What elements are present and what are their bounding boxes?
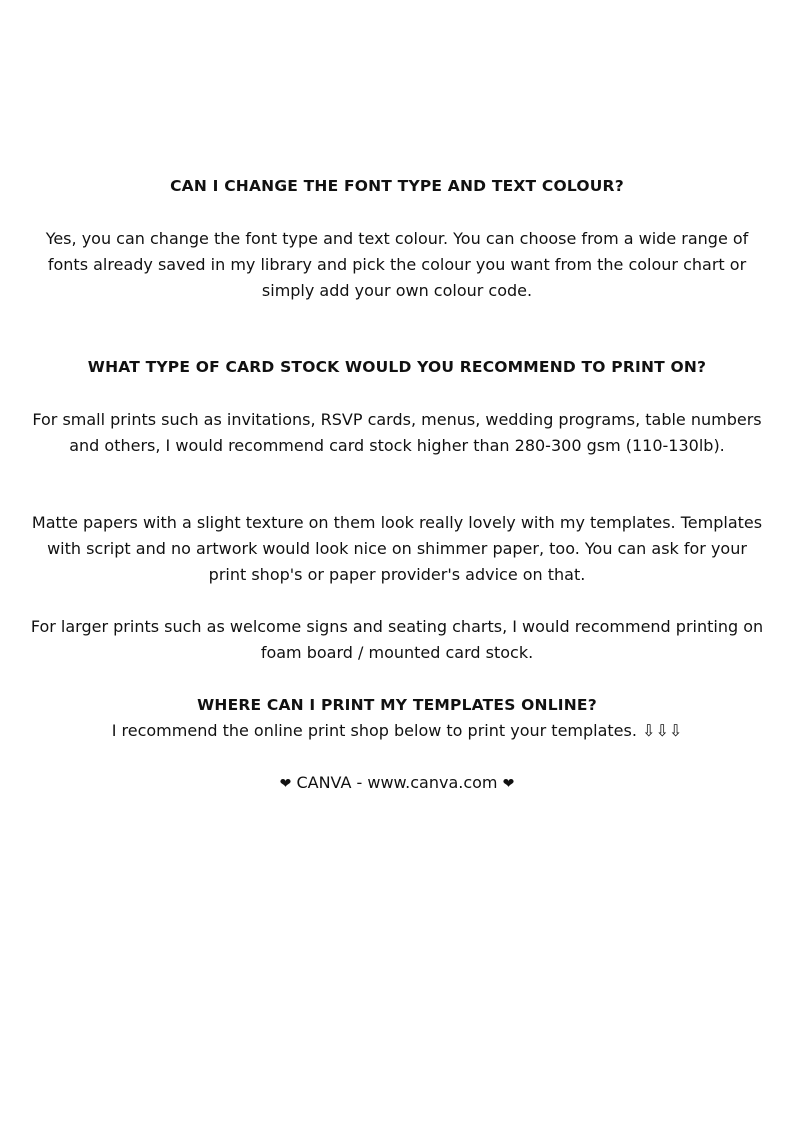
down-arrow-icon: ⇩ [655,721,669,740]
faq-question-font-colour: CAN I CHANGE THE FONT TYPE AND TEXT COLOUR? [170,177,624,195]
heart-icon: ❤ [279,776,292,792]
faq-question-card-stock: WHAT TYPE OF CARD STOCK WOULD YOU RECOMMEND TO PRINT ON? [87,358,707,376]
shop-link-line [30,770,764,797]
shop-link[interactable]: CANVA - www.canva.com [296,773,498,792]
faq-question-print-online: WHERE CAN I PRINT MY TEMPLATES ONLINE? [197,696,597,714]
faq-answer-matte-papers: Matte papers with a slight texture on them look really lovely with my templates. Templates with script and no artwork would look nice on shimmer paper, too. You can ask for your print shop's or paper provider's advice on that. [31,513,763,584]
faq-answer-larger-prints: For larger prints such as welcome signs and seating charts, I would recommend printing on foam board / mounted card stock. [30,617,764,662]
faq-answer-font-colour: Yes, you can change the font type and text colour. You can choose from a wide range of fonts already saved in my library and pick the colour you want from the colour chart or simply add your own colour code. [45,229,749,300]
faq-answer-small-prints: For small prints such as invitations, RSVP cards, menus, wedding programs, table numbers and others, I would recommend card stock higher than 280-300 gsm (110-130lb). [32,410,762,455]
heart-icon: ❤ [502,776,515,792]
down-arrow-icon: ⇩ [668,721,683,740]
down-arrow-icon: ⇩ [642,721,656,740]
faq-answer-print-online [30,718,764,744]
print-online-text: I recommend the online print shop below to print your templates. [111,721,637,740]
